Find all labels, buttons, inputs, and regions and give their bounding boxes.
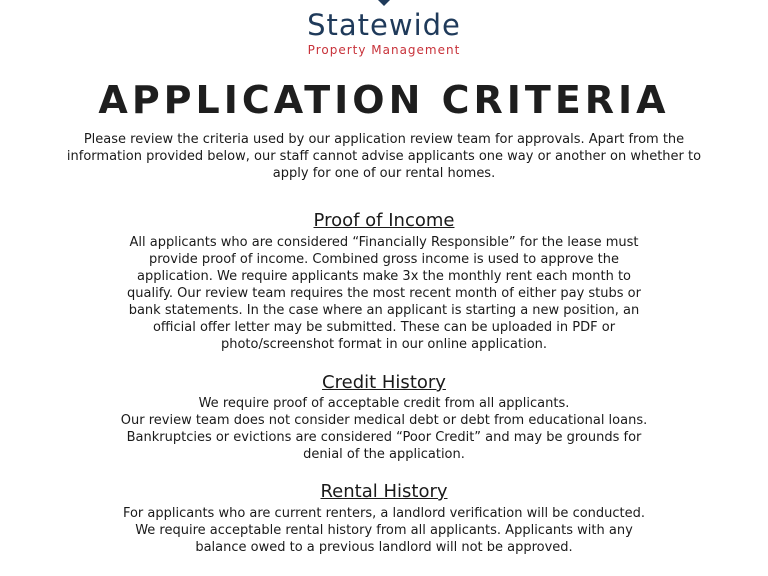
logo-house-icon <box>370 0 398 8</box>
brand-tagline: Property Management <box>307 43 461 57</box>
intro-paragraph: Please review the criteria used by our application review team for approvals. Apart from the information provided below, our staff cannot advise applicants one way or another on whether to apply for one of our rental homes. <box>66 132 702 181</box>
section-body-credit-history <box>120 395 648 463</box>
section-body-rental-history: For applicants who are current renters, a landlord verification will be conducted. We require acceptable rental history from all applicants. Applicants with any balance owed to a previous landlord will not be approved. <box>122 506 646 555</box>
brand-name: Statewide <box>307 8 461 42</box>
section-heading-proof-of-income: Proof of Income <box>313 210 455 231</box>
section-heading-credit-history: Credit History <box>322 372 446 393</box>
section-heading-rental-history: Rental History <box>320 481 448 502</box>
section-body-proof-of-income: All applicants who are considered “Financially Responsible” for the lease must provide proof of income. Combined gross income is used to approve the application. We require applicants make 3x the monthly rent each month to qualify. Our review team requires the most recent month of either pay stubs or bank statements. In the case where an applicant is starting a new position, an official offer letter may be submitted. These can be uploaded in PDF or photo/screenshot format in our online application. <box>127 235 641 352</box>
credit-line: Bankruptcies or evictions are considered “Poor Credit” and may be grounds for denial of the application. <box>126 430 642 462</box>
page-title: APPLICATION CRITERIA <box>98 78 670 122</box>
credit-line: We require proof of acceptable credit from all applicants. <box>198 396 570 411</box>
credit-line: Our review team does not consider medical debt or debt from educational loans. <box>120 413 648 428</box>
